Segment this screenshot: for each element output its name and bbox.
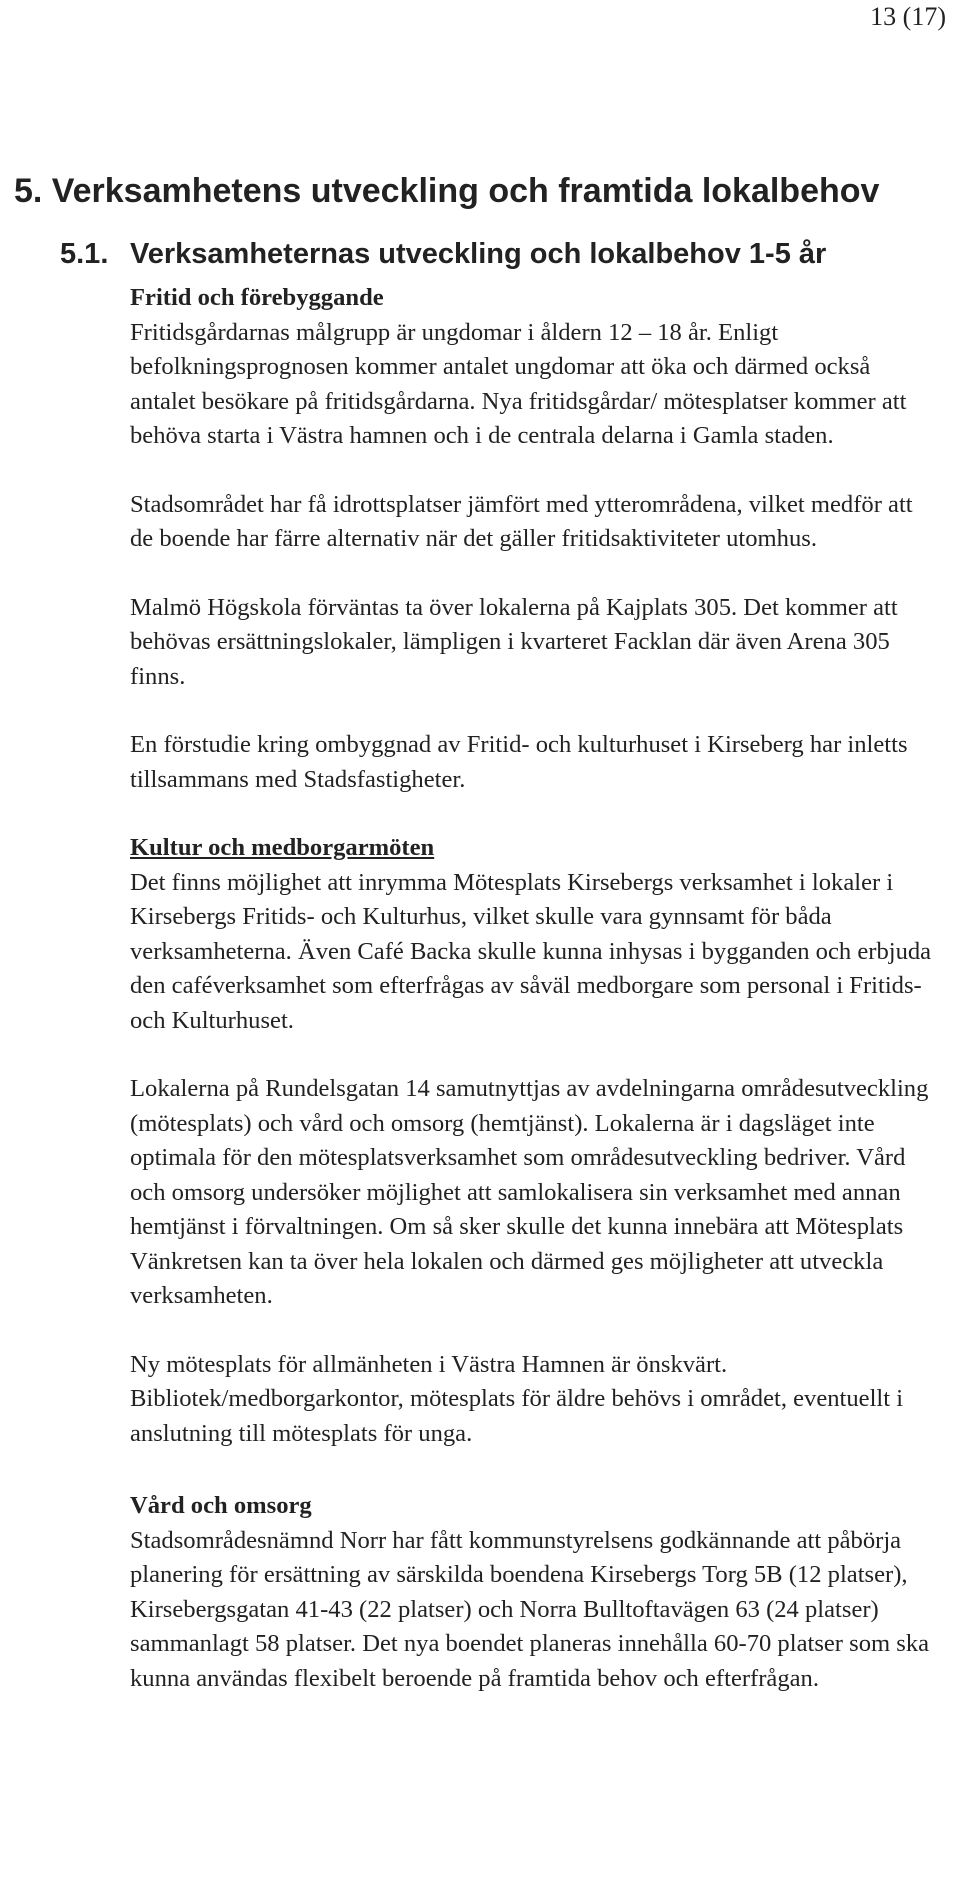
section-kultur: [130, 831, 940, 1451]
subsection-title-fritid: Fritid och förebyggande: [130, 284, 384, 311]
chapter-heading: 5. Verksamhetens utveckling och framtida lokalbehov: [14, 172, 880, 210]
subsection-title-vard: Vård och omsorg: [130, 1492, 312, 1519]
paragraph: Malmö Högskola förväntas ta över lokalerna på Kajplats 305. Det kommer att behövas ersättningslokaler, lämpligen i kvarteret Facklan där även Arena 305 finns.: [130, 593, 898, 690]
paragraph: Lokalerna på Rundelsgatan 14 samutnyttjas av avdelningarna områdesutveckling (mötesplats) och vård och omsorg (hemtjänst). Lokalerna är i dagsläget inte optimala för den mötesplatsverksamhet som områdesutveckling bedriver. Vård och omsorg undersöker möjlighet att samlokalisera sin verksamhet med annan hemtjänst i förvaltningen. Om så sker skulle det kunna innebära att Mötesplats Vänkretsen kan ta över hela lokalen och därmed ges möjligheter att utveckla verksamheten.: [130, 1075, 929, 1309]
section-number: 5.1.: [60, 238, 109, 270]
section-vard: [130, 1489, 940, 1696]
section-fritid: [130, 281, 940, 797]
section-title: Verksamheternas utveckling och lokalbehov 1-5 år: [130, 238, 827, 270]
page-number: 13 (17): [870, 2, 946, 31]
paragraph: En förstudie kring ombyggnad av Fritid- och kulturhuset i Kirseberg har inletts tillsammans med Stadsfastigheter.: [130, 731, 908, 793]
section-heading: [60, 238, 826, 271]
paragraph: Det finns möjlighet att inrymma Mötesplats Kirsebergs verksamhet i lokaler i Kirsebergs Fritids- och Kulturhus, vilket skulle vara gynnsamt för båda verksamheterna. Även Café Backa skulle kunna inhysas i bygganden och erbjuda den caféverksamhet som efterfrågas av såväl medborgare som personal i Fritids- och Kulturhuset.: [130, 868, 932, 1034]
subsection-title-kultur: Kultur och medborgarmöten: [130, 834, 435, 861]
paragraph: Stadsområdesnämnd Norr har fått kommunstyrelsens godkännande att påbörja planering för ersättning av särskilda boendena Kirsebergs Torg 5B (12 platser), Kirsebergsgatan 41-43 (22 platser) och Norra Bulltoftavägen 63 (24 platser) sammanlagt 58 platser. Det nya boendet planeras innehålla 60-70 platser som ska kunna användas flexibelt beroende på framtida behov och efterfrågan.: [130, 1526, 930, 1692]
document-body: [130, 281, 940, 1696]
paragraph: Ny mötesplats för allmänheten i Västra Hamnen är önskvärt. Bibliotek/medborgarkontor, mötesplats för äldre behövs i området, eventuellt i anslutning till mötesplats för unga.: [130, 1350, 904, 1447]
paragraph: Fritidsgårdarnas målgrupp är ungdomar i åldern 12 – 18 år. Enligt befolkningsprognosen kommer antalet ungdomar att öka och därmed också antalet besökare på fritidsgårdarna. Nya fritidsgårdar/ mötesplatser kommer att behöva starta i Västra hamnen och i de centrala delarna i Gamla staden.: [130, 318, 907, 449]
paragraph: Stadsområdet har få idrottsplatser jämfört med ytterområdena, vilket medför att de boende har färre alternativ när det gäller fritidsaktiviteter utomhus.: [130, 490, 913, 552]
